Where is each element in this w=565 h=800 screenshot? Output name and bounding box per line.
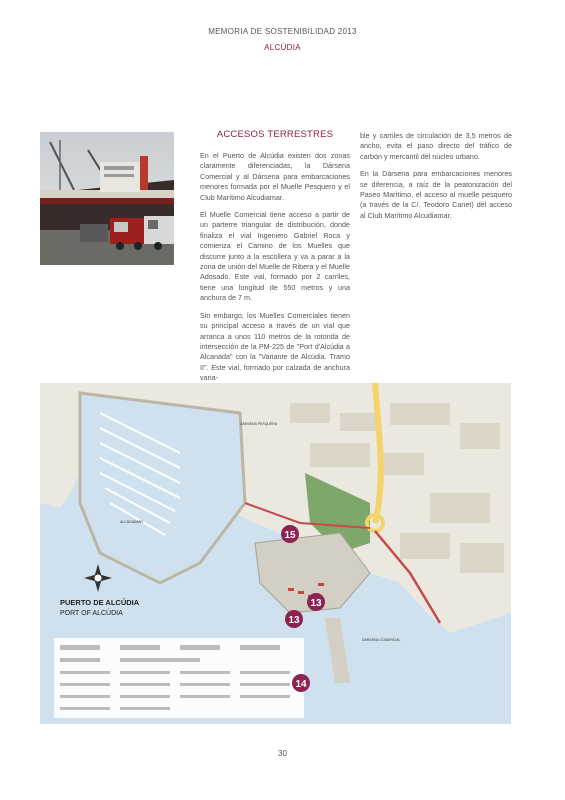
marker-14 [292,674,310,692]
paragraph: En el Puerto de Alcúdia existen dos zonas claramente diferenciadas, la Dársena Comercial y al Dársena para embarcaciones menores formada por el Muelle Pesquero y el Club Marítimo Alcudiamar. [200,151,350,202]
ship-photo [40,132,174,265]
text-column-left [200,151,350,391]
document-header-subtitle: ALCÚDIA [264,43,301,52]
svg-text:13: 13 [310,598,322,609]
paragraph: ble y carriles de circulación de 3,5 metros de ancho, evita el paso directo del tráfico de carbón y mercantil del núcleo urbano. [360,131,512,161]
page-number: 30 [278,749,287,758]
section-title: ACCESOS TERRESTRES [216,129,334,140]
map-label-pesquera: DÁRSENA PESQUERA [240,422,278,426]
marker-15 [281,525,299,543]
document-header-title: MEMORIA DE SOSTENIBILIDAD 2013 [208,27,357,36]
svg-text:13: 13 [288,615,300,626]
svg-text:15: 15 [284,530,296,541]
marker-13-upper [307,593,325,611]
paragraph: El Muelle Comercial tiene acceso a partir de un parterre triangular de distribución, donde finaliza el vial Ingeniero Gabriel Roca y comienza el Camino de los Muelles que discurre junto a la escollera y va a parar a la zona de unión del Muelle de Ribera y el Muelle Adosado. Este vial, formado por 2 carriles, tiene una longitud de 550 metros y una anchura de 7 m. [200,210,350,303]
marker-13-lower [285,610,303,628]
port-map [40,383,511,724]
map-label-club: ALCUDIAMAR [120,520,143,524]
paragraph: En la Dársena para embarcaciones menores se diferencia, a raíz de la peatonización del Paseo Marítimo, el acceso al muelle pesquero (a través de la C/. Teodoro Canet) del acceso al Club Marítimo Alcudiamar. [360,169,512,220]
map-label-comercial: DÁRSENA COMERCIAL [362,638,401,642]
text-column-right [360,131,512,228]
map-subtitle: PORT OF ALCÚDIA [60,610,123,617]
paragraph: Sin embargo, los Muelles Comerciales tienen su principal acceso a través de un vial que arranca a unos 110 metros de la rotonda de intersección de la PM-225 de "Port d'Alcúdia a Alcanada" con la "Variante de Alcúdia. Tramo II". Este vial, formado por calzada de anchura varia- [200,310,350,383]
map-title: PUERTO DE ALCÚDIA [60,598,140,607]
svg-text:14: 14 [295,679,307,690]
